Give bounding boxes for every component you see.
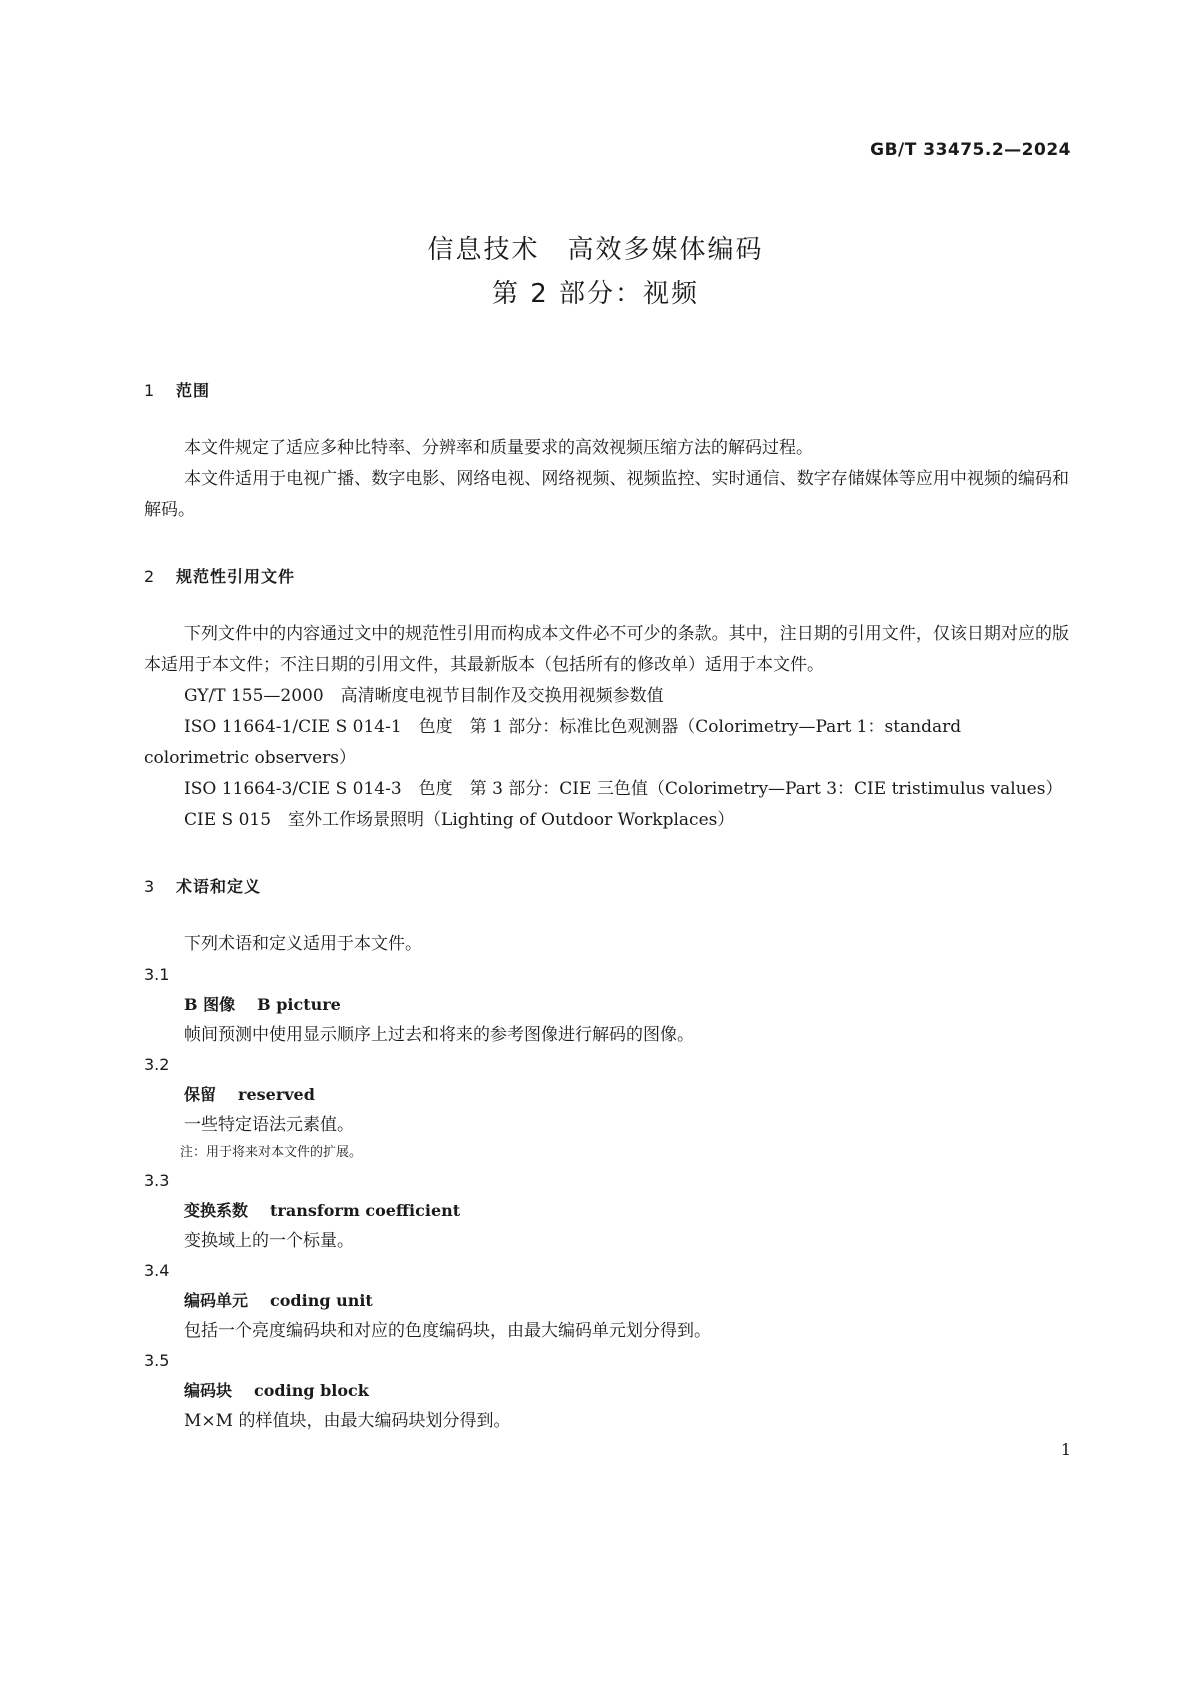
term-en: reserved [238, 1085, 315, 1104]
term-number: 3.4 [144, 1261, 170, 1280]
section-title: 规范性引用文件 [176, 567, 296, 586]
term-name [184, 990, 1069, 1020]
section-title: 范围 [176, 381, 211, 400]
reference-item: ISO 11664-1/CIE S 014-1 色度 第 1 部分：标准比色观测器（Colorimetry—Part 1：standard colorimetric observers） [144, 717, 962, 768]
section-number: 2 [144, 567, 156, 586]
term-number: 3.3 [144, 1171, 170, 1190]
section-1-heading [144, 378, 1069, 401]
section-title: 术语和定义 [176, 877, 262, 896]
references-intro: 下列文件中的内容通过文中的规范性引用而构成本文件必不可少的条款。其中，注日期的引用文件，仅该日期对应的版本适用于本文件；不注日期的引用文件，其最新版本（包括所有的修改单）适用于本文件。 [144, 624, 1069, 675]
term-definition: 帧间预测中使用显示顺序上过去和将来的参考图像进行解码的图像。 [184, 1025, 694, 1045]
term-number: 3.5 [144, 1351, 170, 1370]
term-en: B picture [257, 995, 341, 1014]
term-en: transform coefficient [270, 1201, 461, 1220]
term-definition: M×M 的样值块，由最大编码块划分得到。 [184, 1411, 511, 1431]
term-number: 3.2 [144, 1055, 170, 1074]
term-name [184, 1080, 1069, 1110]
term-name [184, 1286, 1069, 1316]
page-number: 1 [1060, 1440, 1071, 1459]
scope-paragraph: 本文件规定了适应多种比特率、分辨率和质量要求的高效视频压缩方法的解码过程。 [184, 438, 813, 458]
reference-item: GY/T 155—2000 高清晰度电视节目制作及交换用视频参数值 [184, 686, 664, 706]
terms-intro: 下列术语和定义适用于本文件。 [184, 934, 422, 954]
term-zh: B 图像 [184, 995, 236, 1014]
section-3-heading [144, 874, 1069, 897]
section-number: 1 [144, 381, 156, 400]
term-name [184, 1376, 1069, 1406]
reference-item: CIE S 015 室外工作场景照明（Lighting of Outdoor Workplaces） [184, 810, 735, 830]
term-definition: 包括一个亮度编码块和对应的色度编码块，由最大编码单元划分得到。 [184, 1321, 711, 1341]
term-zh: 编码单元 [184, 1291, 249, 1310]
term-zh: 编码块 [184, 1381, 233, 1400]
term-note: 注：用于将来对本文件的扩展。 [180, 1145, 363, 1160]
scope-paragraph: 本文件适用于电视广播、数字电影、网络电视、网络视频、视频监控、实时通信、数字存储媒体等应用中视频的编码和解码。 [144, 469, 1069, 520]
term-en: coding block [254, 1381, 369, 1400]
title-line-2: 第 2 部分：视频 [491, 279, 700, 309]
reference-item: ISO 11664-3/CIE S 014-3 色度 第 3 部分：CIE 三色值（Colorimetry—Part 3：CIE tristimulus values） [184, 779, 1063, 799]
term-definition: 一些特定语法元素值。 [184, 1115, 354, 1135]
title-line-1: 信息技术 高效多媒体编码 [427, 235, 764, 265]
section-number: 3 [144, 877, 156, 896]
term-zh: 变换系数 [184, 1201, 249, 1220]
term-number: 3.1 [144, 965, 170, 984]
term-name [184, 1196, 1069, 1226]
term-en: coding unit [270, 1291, 373, 1310]
document-title [0, 228, 1191, 316]
term-zh: 保留 [184, 1085, 217, 1104]
section-2-heading [144, 564, 1069, 587]
standard-code: GB/T 33475.2—2024 [870, 140, 1071, 160]
document-body [144, 378, 1069, 1436]
term-definition: 变换域上的一个标量。 [184, 1231, 354, 1251]
